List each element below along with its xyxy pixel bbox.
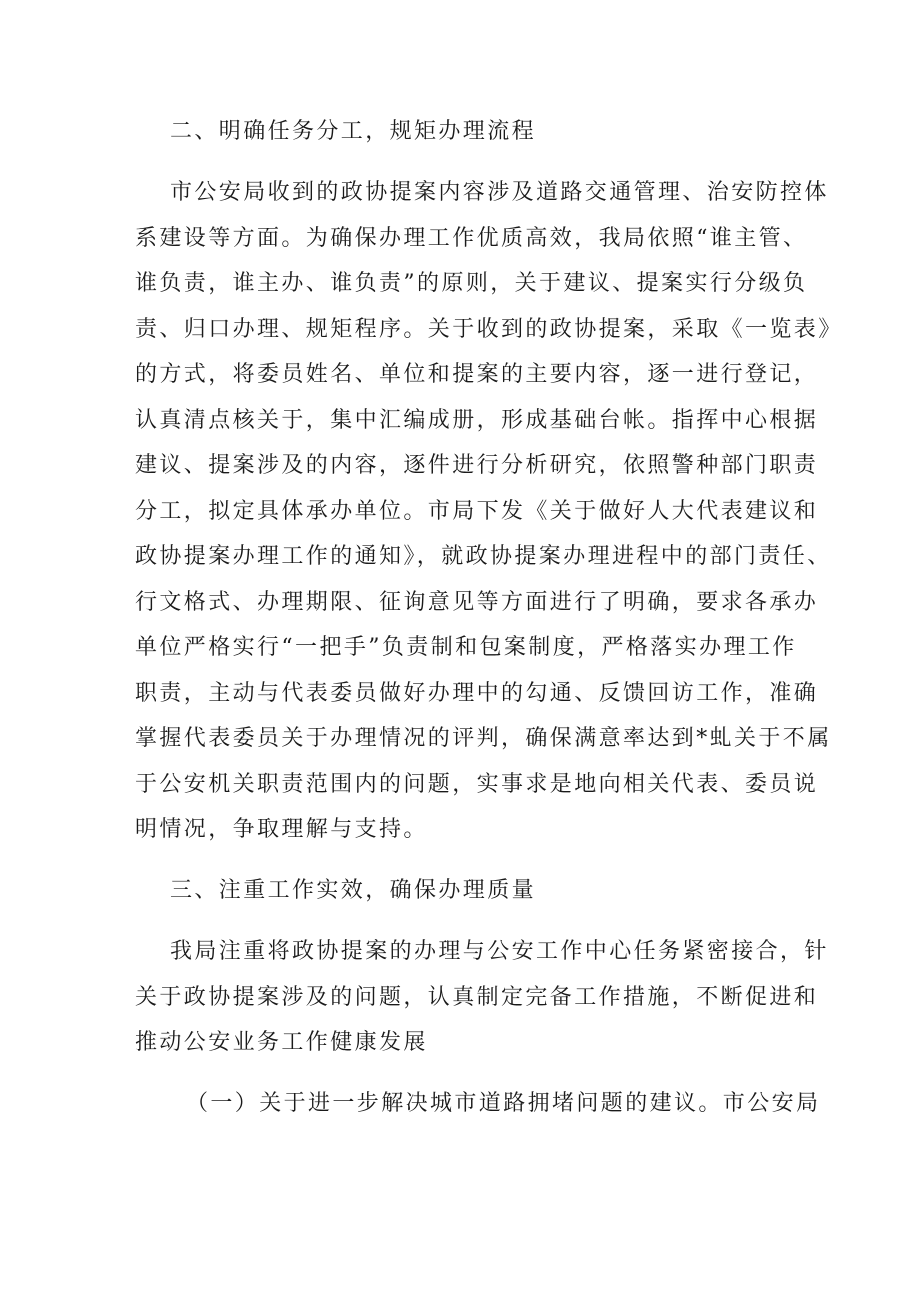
- paragraph-line: 行文格式、办理期限、征询意见等方面进行了明确，要求各承办: [135, 590, 819, 615]
- paragraph-line: 市公安局收到的政协提案内容涉及道路交通管理、治安防控体: [170, 180, 829, 205]
- paragraph-line: 建议、提案涉及的内容，逐件进行分析研究，依照警种部门职责: [135, 453, 819, 478]
- paragraph-line: 明情况，争取理解与支持。: [135, 817, 428, 842]
- paragraph-line: 分工，拟定具体承办单位。市局下发《关于做好人大代表建议和: [135, 499, 819, 524]
- paragraph-line: 我局注重将政协提案的办理与公安工作中心任务紧密接合，针: [170, 939, 829, 964]
- section-heading: 二、明确任务分工，规矩办理流程: [170, 119, 537, 144]
- paragraph-line: 职责，主动与代表委员做好办理中的勾通、反馈回访工作，准确: [135, 681, 819, 706]
- paragraph-line: 政协提案办理工作的通知》，就政协提案办理进程中的部门责任、: [135, 544, 832, 569]
- paragraph-line: 责、归口办理、规矩程序。关于收到的政协提案，采取《一览表》: [135, 317, 843, 342]
- paragraph-line: 谁负责，谁主办、谁负责”的原则，关于建议、提案实行分级负: [135, 271, 808, 296]
- paragraph-line: 推动公安业务工作健康发展: [135, 1030, 428, 1055]
- paragraph-line: 认真清点核关于，集中汇编成册，形成基础台帐。指挥中心根据: [135, 408, 819, 433]
- paragraph-line: 系建设等方面。为确保办理工作优质高效，我局依照“谁主管、: [135, 226, 808, 251]
- section-heading: 三、注重工作实效，确保办理质量: [170, 878, 537, 903]
- paragraph-line: 掌握代表委员关于办理情况的评判，确保满意率达到*虬关于不属: [135, 726, 832, 751]
- paragraph-line: 的方式，将委员姓名、单位和提案的主要内容，逐一进行登记，: [135, 362, 819, 387]
- paragraph-line: 关于政协提案涉及的问题，认真制定完备工作措施，不断促进和: [135, 985, 819, 1010]
- paragraph-line: 于公安机关职责范围内的问题，实事求是地向相关代表、委员说: [135, 772, 819, 797]
- paragraph-line: 单位严格实行“一把手”负责制和包案制度，严格落实办理工作: [135, 635, 797, 660]
- subsection-line: （一）关于进一步解决城市道路拥堵问题的建议。市公安局: [186, 1091, 821, 1116]
